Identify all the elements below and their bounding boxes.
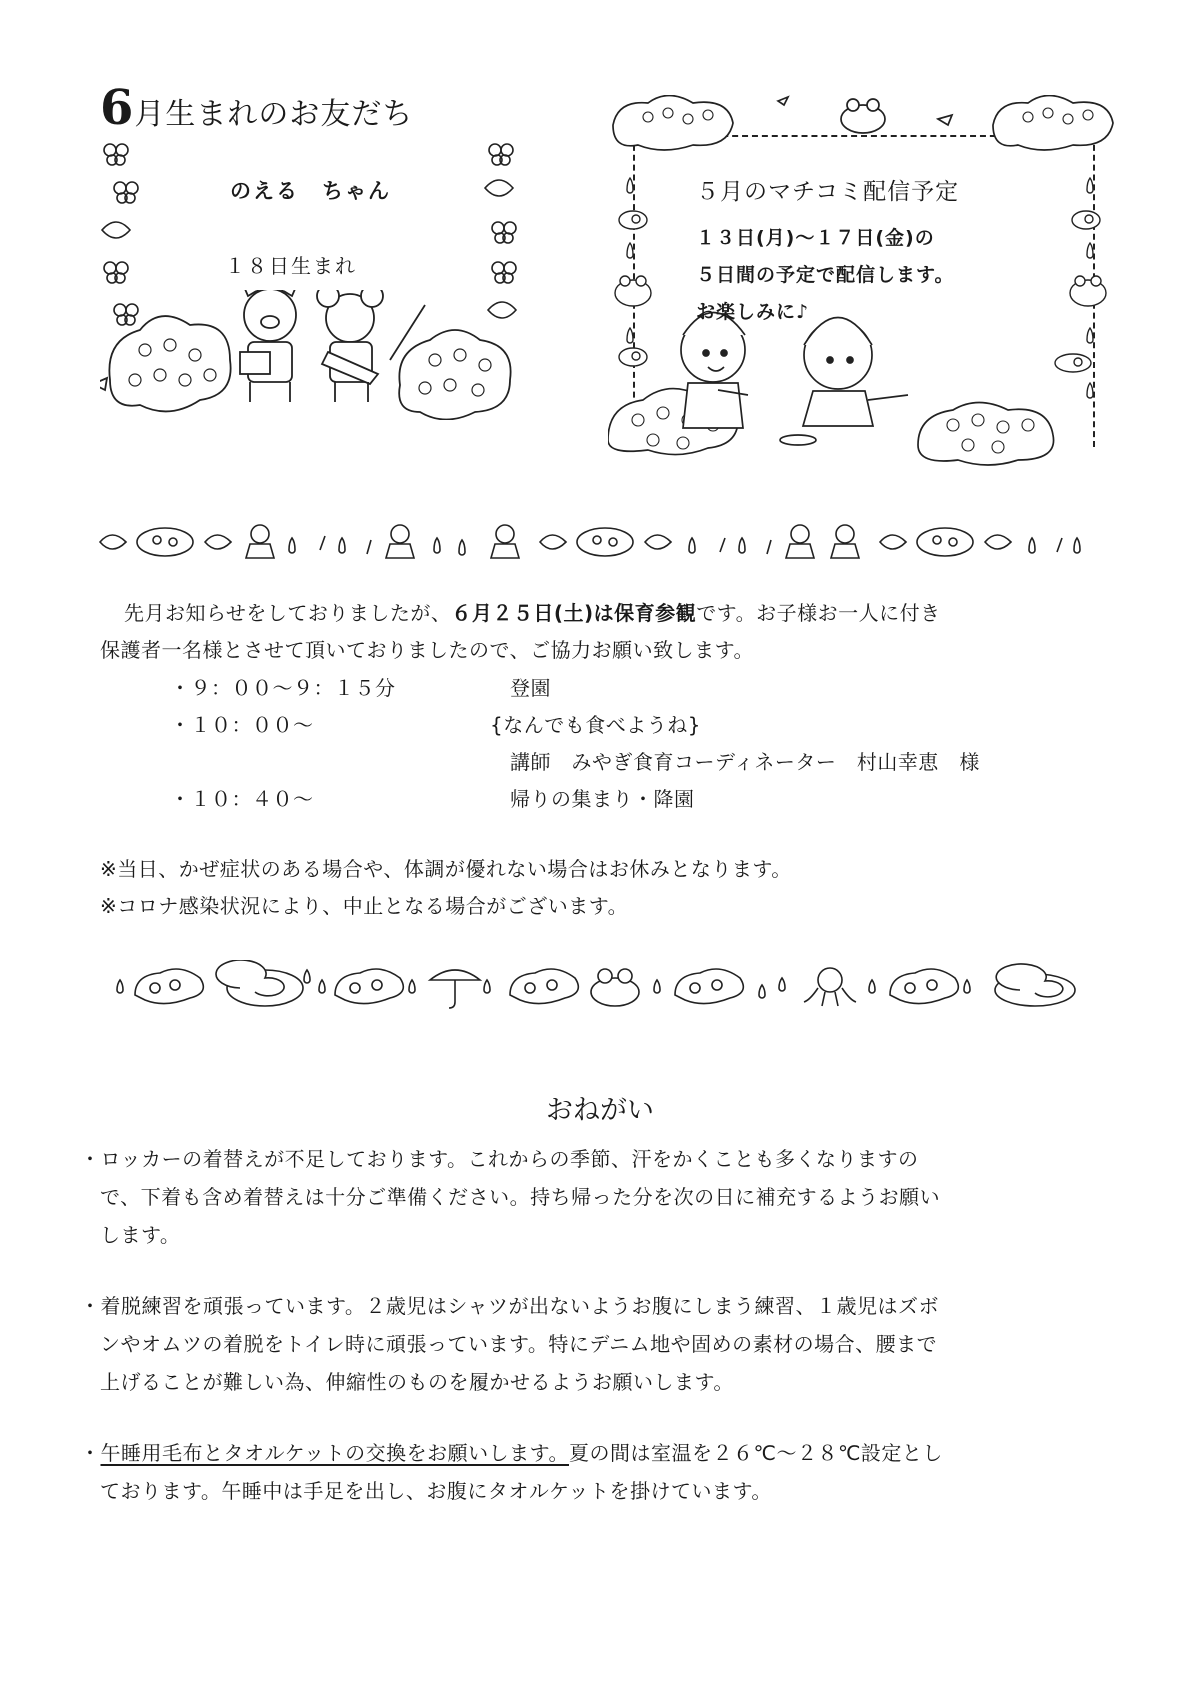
request-2-line-1: ・着脱練習を頑張っています。２歳児はシャツが出ないようお腹にしまう練習、１歳児はズボ bbox=[80, 1294, 939, 1318]
birthday-title-text: 月生まれのお友だち bbox=[134, 97, 414, 132]
request-1-line-2: で、下着も含め着替えは十分ご準備ください。持ち帰った分を次の日に補充するようお願い bbox=[100, 1185, 941, 1209]
hydrangea-snail-divider-icon bbox=[115, 960, 1095, 1010]
request-1-line-1: ・ロッカーの着替えが不足しております。これからの季節、汗をかくことも多くなりますの bbox=[80, 1147, 919, 1171]
birthday-title-numeral: 6 bbox=[100, 80, 135, 136]
schedule-time-1: ・９：００～９：１５分 bbox=[170, 676, 396, 700]
request-3-line-2: ております。午睡中は手足を出し、お腹にタオルケットを掛けています。 bbox=[100, 1479, 772, 1503]
request-3-underlined: 午睡用毛布とタオルケットの交換をお願いします。 bbox=[100, 1441, 569, 1465]
schedule-time-2: ・１０：００～ bbox=[170, 713, 314, 737]
schedule-item-3: 帰りの集まり・降園 bbox=[510, 787, 695, 811]
observation-date: ６月２５日(土)は保育参観 bbox=[451, 601, 697, 625]
request-1-line-3: します。 bbox=[100, 1223, 181, 1247]
schedule-item-1: 登園 bbox=[510, 676, 551, 700]
birthday-date: １８日生まれ bbox=[225, 254, 357, 278]
machicomi-schedule: ５日間の予定で配信します。 bbox=[696, 264, 955, 286]
request-2-line-2: ンやオムツの着脱をトイレ時に頑張っています。特にデニム地や固めの素材の場合、腰まで bbox=[100, 1332, 938, 1356]
notice-line-1 bbox=[124, 597, 941, 626]
request-3-rest: 夏の間は室温を２６℃～２８℃設定とし bbox=[569, 1441, 943, 1465]
machicomi-box bbox=[608, 95, 1118, 475]
notice-intro-cont: です。お子様お一人に付き bbox=[696, 601, 941, 625]
note-illness: ※当日、かぜ症状のある場合や、体調が優れない場合はお休みとなります。 bbox=[100, 857, 792, 881]
birthday-title bbox=[100, 80, 540, 136]
machicomi-title: ５月のマチコミ配信予定 bbox=[696, 179, 960, 205]
rain-children-divider-icon bbox=[95, 520, 1105, 564]
notice-intro: 先月お知らせをしておりましたが、 bbox=[124, 601, 452, 625]
machicomi-dates: １３日(月)～１７日(金)の bbox=[696, 227, 935, 249]
notice-line-2: 保護者一名様とさせて頂いておりましたので、ご協力お願い致します。 bbox=[100, 638, 754, 662]
machicomi-closing: お楽しみに♪ bbox=[696, 301, 810, 323]
birthday-box bbox=[100, 80, 540, 420]
birthday-child-name: のえる ちゃん bbox=[230, 179, 391, 203]
schedule-time-3: ・１０：４０～ bbox=[170, 787, 314, 811]
request-3-bullet: ・ bbox=[80, 1441, 101, 1465]
note-covid: ※コロナ感染状況により、中止となる場合がございます。 bbox=[100, 894, 629, 918]
requests-title: おねがい bbox=[546, 1095, 654, 1126]
request-3-line-1 bbox=[80, 1437, 943, 1466]
pig-mouse-hydrangea-icon bbox=[100, 290, 540, 420]
schedule-item-instructor: 講師 みやぎ食育コーディネーター 村山幸恵 様 bbox=[510, 750, 980, 774]
schedule-item-2: {なんでも食べようね} bbox=[490, 713, 701, 737]
request-2-line-3: 上げることが難しい為、伸縮性のものを履かせるようお願いします。 bbox=[100, 1370, 734, 1394]
